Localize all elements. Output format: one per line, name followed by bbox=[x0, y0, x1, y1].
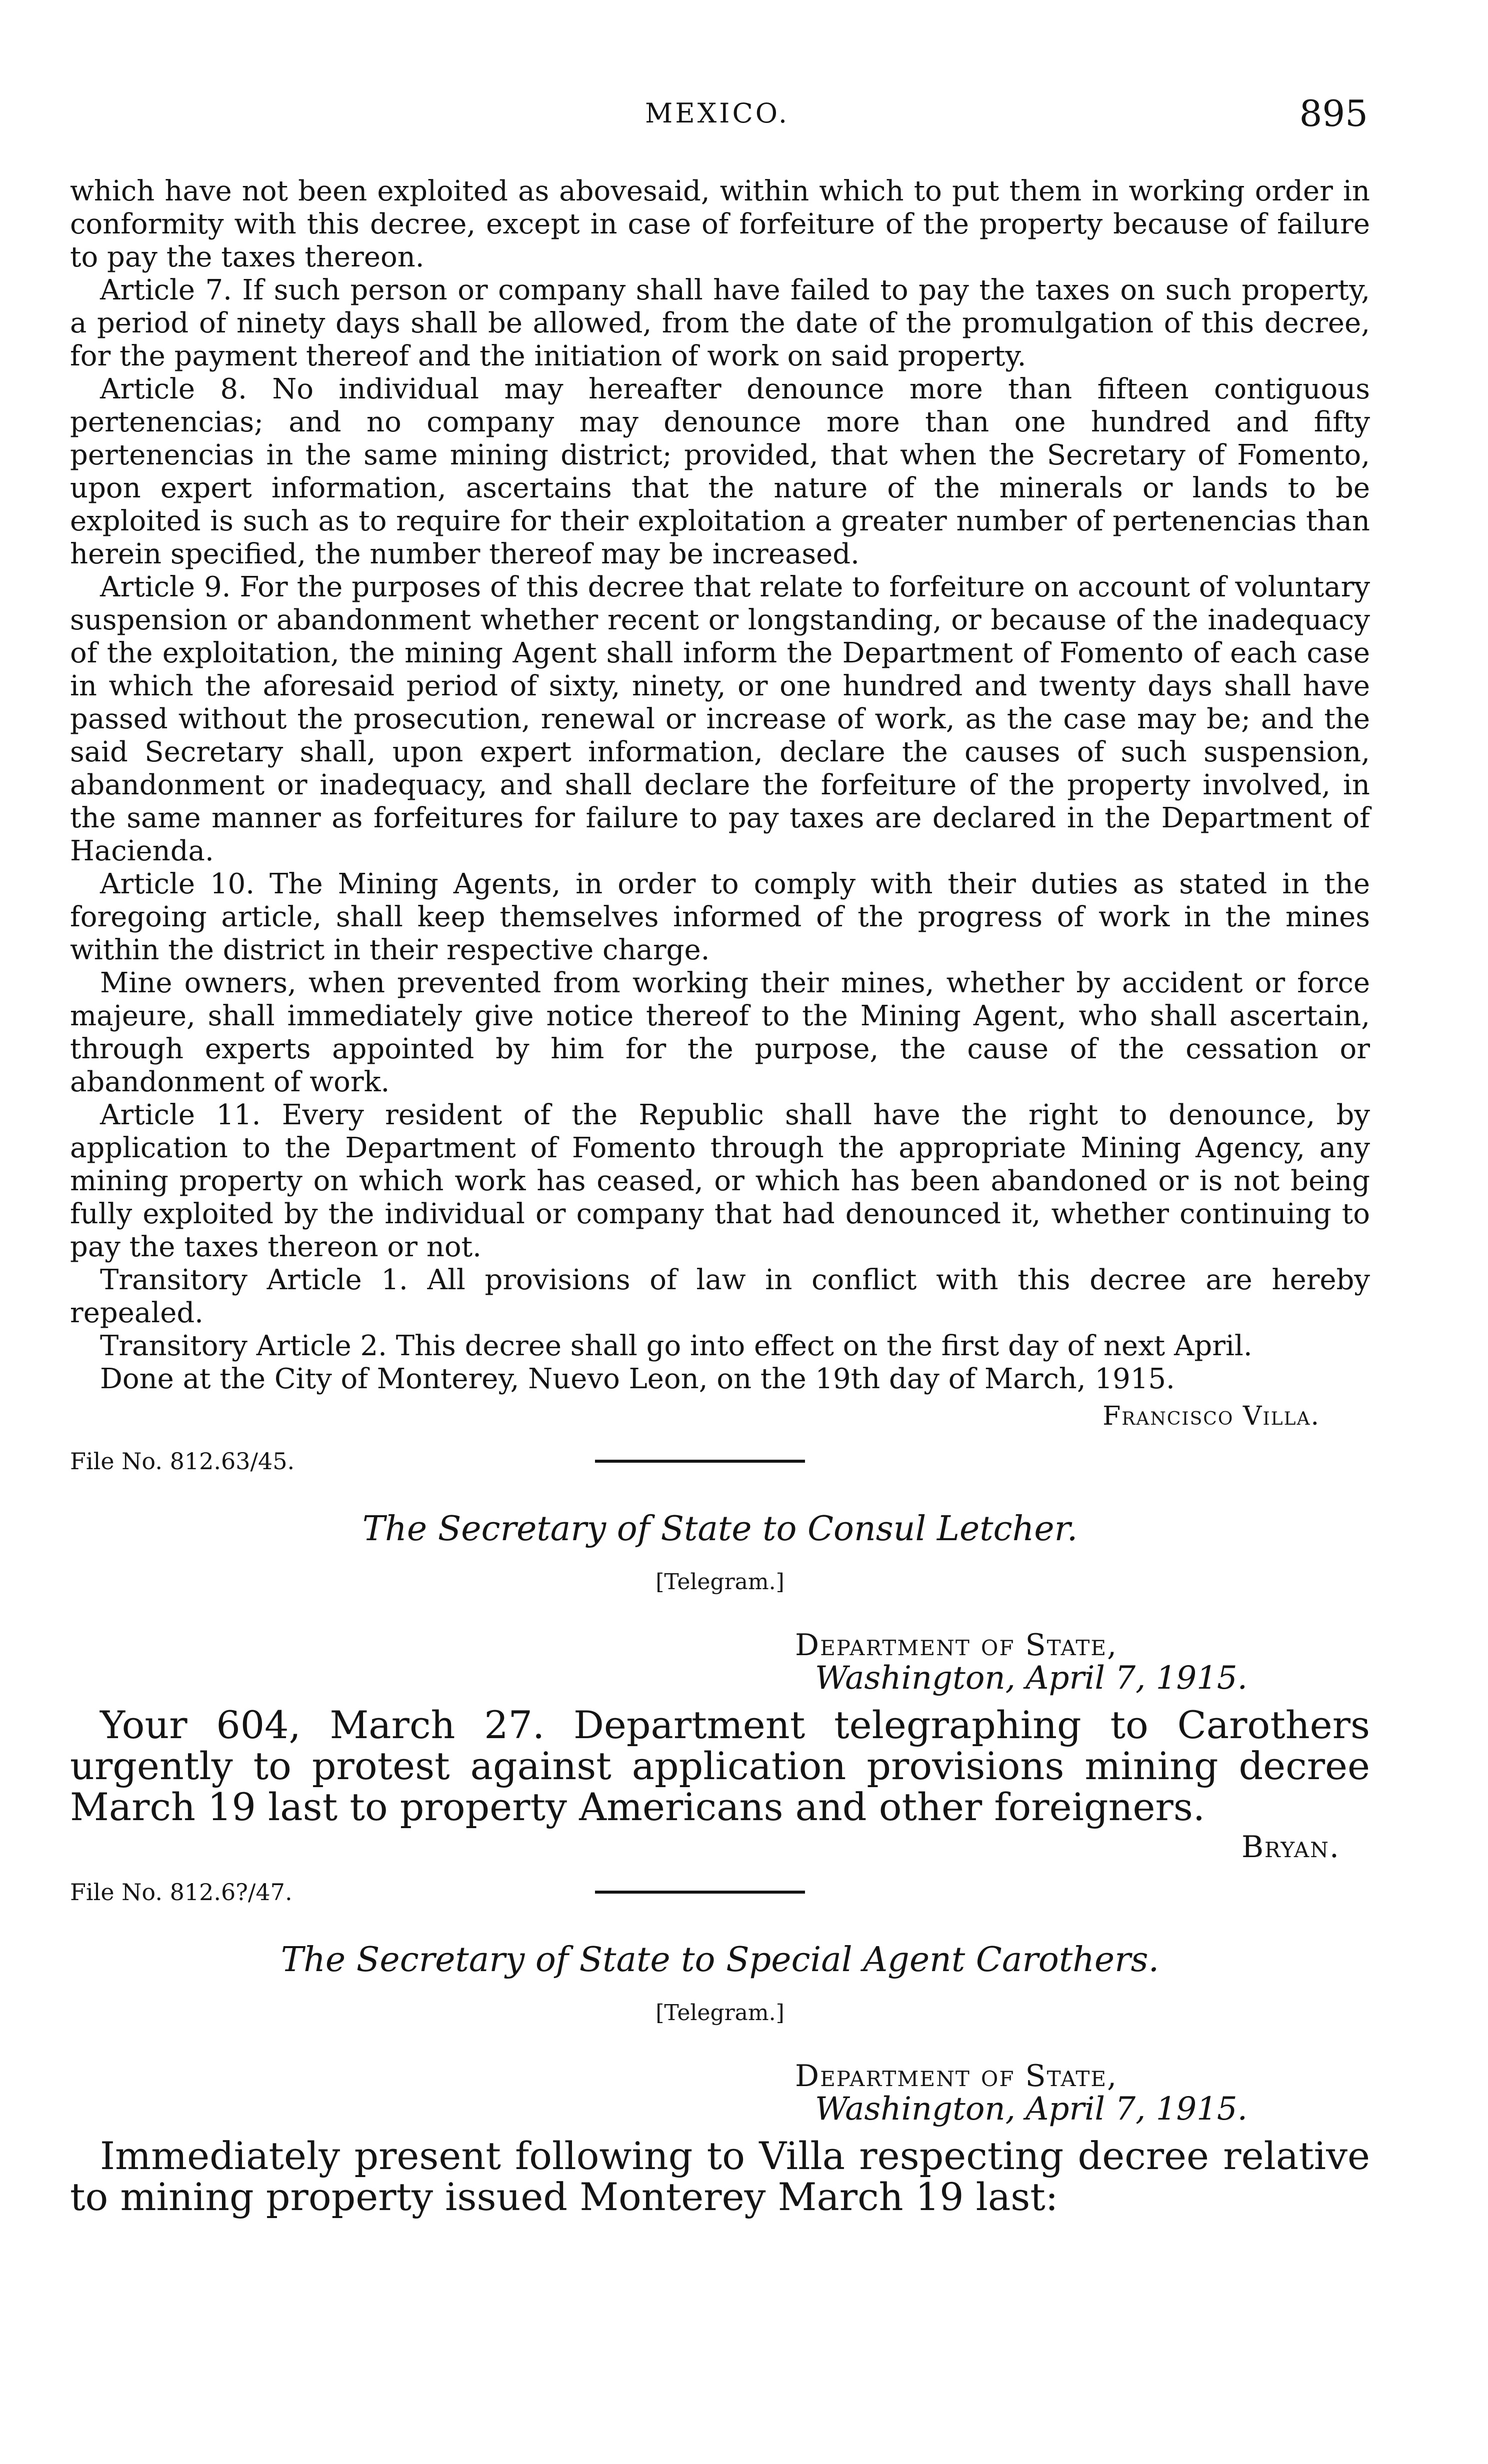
transitory-article-2: Transitory Article 2. This decree shall go into effect on the first day of next April. bbox=[100, 1330, 1252, 1362]
telegram-signature: Bryan. bbox=[1241, 1830, 1340, 1865]
department-line: Department of State, bbox=[795, 1628, 1118, 1663]
telegram-label: [Telegram.] bbox=[656, 1569, 784, 1595]
decree-article-7: Article 7. If such person or company shall have failed to pay the taxes on such property, a period of ninety days shall be allowed, from the date of the promulgation of this decree, for the payment thereof and the initiation of work on said property. bbox=[70, 274, 1370, 372]
telegram-body: Immediately present following to Villa respecting decree relative to mining property issued Monterey March 19 last: bbox=[70, 2134, 1370, 2219]
document-title: The Secretary of State to Special Agent Carothers. bbox=[280, 1940, 1160, 1980]
file-number-text: File No. 812.63/45. bbox=[70, 1448, 295, 1475]
decree-article-8: Article 8. No individual may hereafter denounce more than fifteen contiguous pertenencias; and no company may denounce more than one hundred and fifty pertenencias in the same mining district; provided, that when the Secretary of Fomento, upon expert information, ascertains that the nature of the minerals or lands to be exploited is such as to require for their exploitation a greater number of pertenencias than herein specified, the number thereof may be increased. bbox=[70, 373, 1370, 570]
telegram-label: [Telegram.] bbox=[656, 2000, 784, 2026]
file-number bbox=[70, 1876, 1370, 1909]
dateline bbox=[70, 2060, 1370, 2126]
decree-article-9: Article 9. For the purposes of this decree that relate to forfeiture on account of voluntary suspension or abandonment whether recent or longstanding, or because of the inadequacy of the exploitation, the mining Agent shall inform the Department of Fomento of each case in which the aforesaid period of sixty, ninety, or one hundred and twenty days shall have passed without the prosecution, renewal or increase of work, as the case may be; and the said Secretary shall, upon expert information, declare the causes of such suspension, abandonment or inadequacy, and shall declare the forfeiture of the property involved, in the same manner as forfeitures for failure to pay taxes are declared in the Department of Hacienda. bbox=[70, 571, 1370, 867]
body-text bbox=[70, 175, 1370, 2218]
date-line: Washington, April 7, 1915. bbox=[815, 1660, 1248, 1697]
decree-article-11: Article 11. Every resident of the Republic shall have the right to denounce, by application to the Department of Fomento through the appropriate Mining Agency, any mining property on which work has ceased, or which has been abandoned or is not being fully exploited by the individual or company that had denounced it, whether continuing to pay the taxes thereon or not. bbox=[70, 1099, 1370, 1263]
date-line: Washington, April 7, 1915. bbox=[815, 2091, 1248, 2128]
transitory-article-1: Transitory Article 1. All provisions of law in conflict with this decree are hereby repealed. bbox=[70, 1264, 1370, 1329]
section-rule bbox=[595, 1460, 805, 1463]
document-title: The Secretary of State to Consul Letcher. bbox=[362, 1509, 1078, 1549]
decree-signature: Francisco Villa. bbox=[1102, 1401, 1320, 1431]
page-number: 895 bbox=[1299, 92, 1368, 134]
decree-paragraph: which have not been exploited as abovesaid, within which to put them in working order in conformity with this decree, except in case of forfeiture of the property because of failure to pay the taxes thereon. bbox=[70, 175, 1370, 273]
department-line: Department of State, bbox=[795, 2059, 1118, 2094]
decree-paragraph-mine-owners: Mine owners, when prevented from working their mines, whether by accident or force majeure, shall immediately give notice thereof to the Mining Agent, who shall ascertain, through experts appointed by him for the purpose, the cause of the cessation or abandonment of work. bbox=[70, 967, 1370, 1098]
file-number-text: File No. 812.6?/47. bbox=[70, 1879, 292, 1906]
dateline bbox=[70, 1629, 1370, 1695]
decree-article-10: Article 10. The Mining Agents, in order to comply with their duties as stated in the foregoing article, shall keep themselves informed of the progress of work in the mines within the district in their respective charge. bbox=[70, 868, 1370, 966]
telegram-body: Your 604, March 27. Department telegraphing to Carothers urgently to protest against application provisions mining decree March 19 last to property Americans and other foreigners. bbox=[70, 1703, 1370, 1829]
section-rule bbox=[595, 1891, 805, 1894]
running-title: MEXICO. bbox=[645, 97, 790, 129]
running-head bbox=[0, 92, 1488, 132]
decree-done-at: Done at the City of Monterey, Nuevo Leon, on the 19th day of March, 1915. bbox=[100, 1363, 1175, 1395]
file-number bbox=[70, 1445, 1370, 1478]
